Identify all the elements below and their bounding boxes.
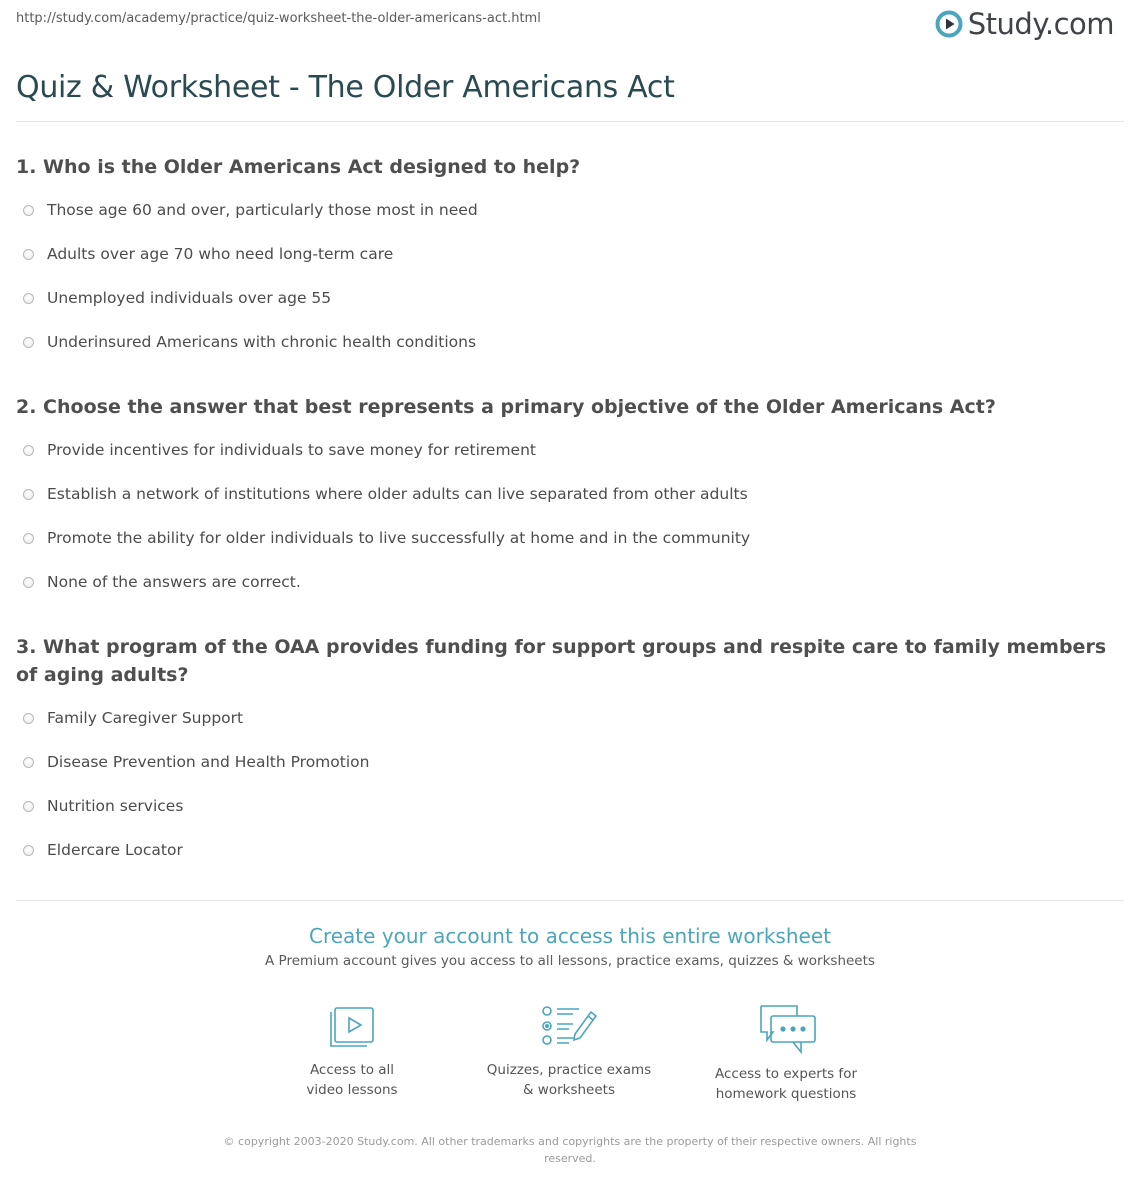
radio-button[interactable] [23, 205, 34, 216]
q2-option-4[interactable] [23, 571, 301, 593]
q1-option-4[interactable] [23, 331, 476, 353]
radio-button[interactable] [23, 533, 34, 544]
q2-option-1[interactable] [23, 439, 536, 461]
q1-option-2[interactable] [23, 243, 393, 265]
option-label: Nutrition services [47, 797, 184, 815]
q3-option-3[interactable] [23, 795, 183, 817]
feature-experts [686, 1002, 886, 1104]
option-label: Promote the ability for older individuals to live successfully at home and in the community [47, 529, 751, 547]
q3-option-4[interactable] [23, 839, 183, 861]
q3-option-2[interactable] [23, 751, 369, 773]
option-label: Underinsured Americans with chronic health conditions [47, 333, 477, 351]
logo-text: Study.com [967, 7, 1114, 41]
play-circle-icon [934, 9, 964, 39]
question-3-text: 3. What program of the OAA provides funding for support groups and respite care to family members of aging adults? [16, 636, 1107, 686]
radio-button[interactable] [23, 757, 34, 768]
feature-label: Access to all video lessons [306, 1062, 398, 1098]
q2-option-2[interactable] [23, 483, 748, 505]
radio-button[interactable] [23, 801, 34, 812]
video-lessons-icon [325, 1002, 379, 1050]
radio-button[interactable] [23, 489, 34, 500]
q1-option-3[interactable] [23, 287, 331, 309]
chat-experts-icon [753, 1002, 819, 1054]
option-label: Provide incentives for individuals to save money for retirement [47, 441, 536, 459]
radio-button[interactable] [23, 445, 34, 456]
page-title: Quiz & Worksheet - The Older Americans Act [16, 70, 675, 105]
radio-button[interactable] [23, 249, 34, 260]
option-label: Establish a network of institutions where older adults can live separated from other adults [47, 485, 748, 503]
option-label: Those age 60 and over, particularly those most in need [47, 201, 478, 219]
cta-subtitle: A Premium account gives you access to all lessons, practice exams, quizzes & worksheets [265, 953, 875, 969]
title-divider [16, 121, 1124, 122]
q3-option-1[interactable] [23, 707, 243, 729]
radio-button[interactable] [23, 293, 34, 304]
option-label: Family Caregiver Support [47, 709, 244, 727]
q1-option-1[interactable] [23, 199, 478, 221]
radio-button[interactable] [23, 713, 34, 724]
option-label: Disease Prevention and Health Promotion [47, 753, 370, 771]
create-account-link[interactable]: Create your account to access this entire worksheet [309, 924, 831, 948]
feature-label: Quizzes, practice exams & worksheets [486, 1062, 652, 1098]
radio-button[interactable] [23, 337, 34, 348]
option-label: Unemployed individuals over age 55 [47, 289, 332, 307]
option-label: None of the answers are correct. [47, 573, 301, 591]
question-1-text: 1. Who is the Older Americans Act designed to help? [16, 156, 581, 178]
radio-button[interactable] [23, 845, 34, 856]
q2-option-3[interactable] [23, 527, 750, 549]
cta-divider [16, 900, 1124, 901]
feature-quizzes [469, 1002, 669, 1100]
option-label: Adults over age 70 who need long-term care [47, 245, 394, 263]
feature-video-lessons [252, 1002, 452, 1100]
quiz-checklist-icon [539, 1002, 599, 1050]
question-2-text: 2. Choose the answer that best represents a primary objective of the Older Americans Act? [16, 396, 996, 418]
option-label: Eldercare Locator [47, 841, 183, 859]
feature-label: Access to experts for homework questions [714, 1066, 857, 1102]
copyright-text: © copyright 2003-2020 Study.com. All other trademarks and copyrights are the property of their respective owners. All rights reserved. [223, 1135, 917, 1165]
study-logo[interactable] [934, 6, 1114, 42]
page-url: http://study.com/academy/practice/quiz-worksheet-the-older-americans-act.html [16, 11, 541, 26]
radio-button[interactable] [23, 577, 34, 588]
